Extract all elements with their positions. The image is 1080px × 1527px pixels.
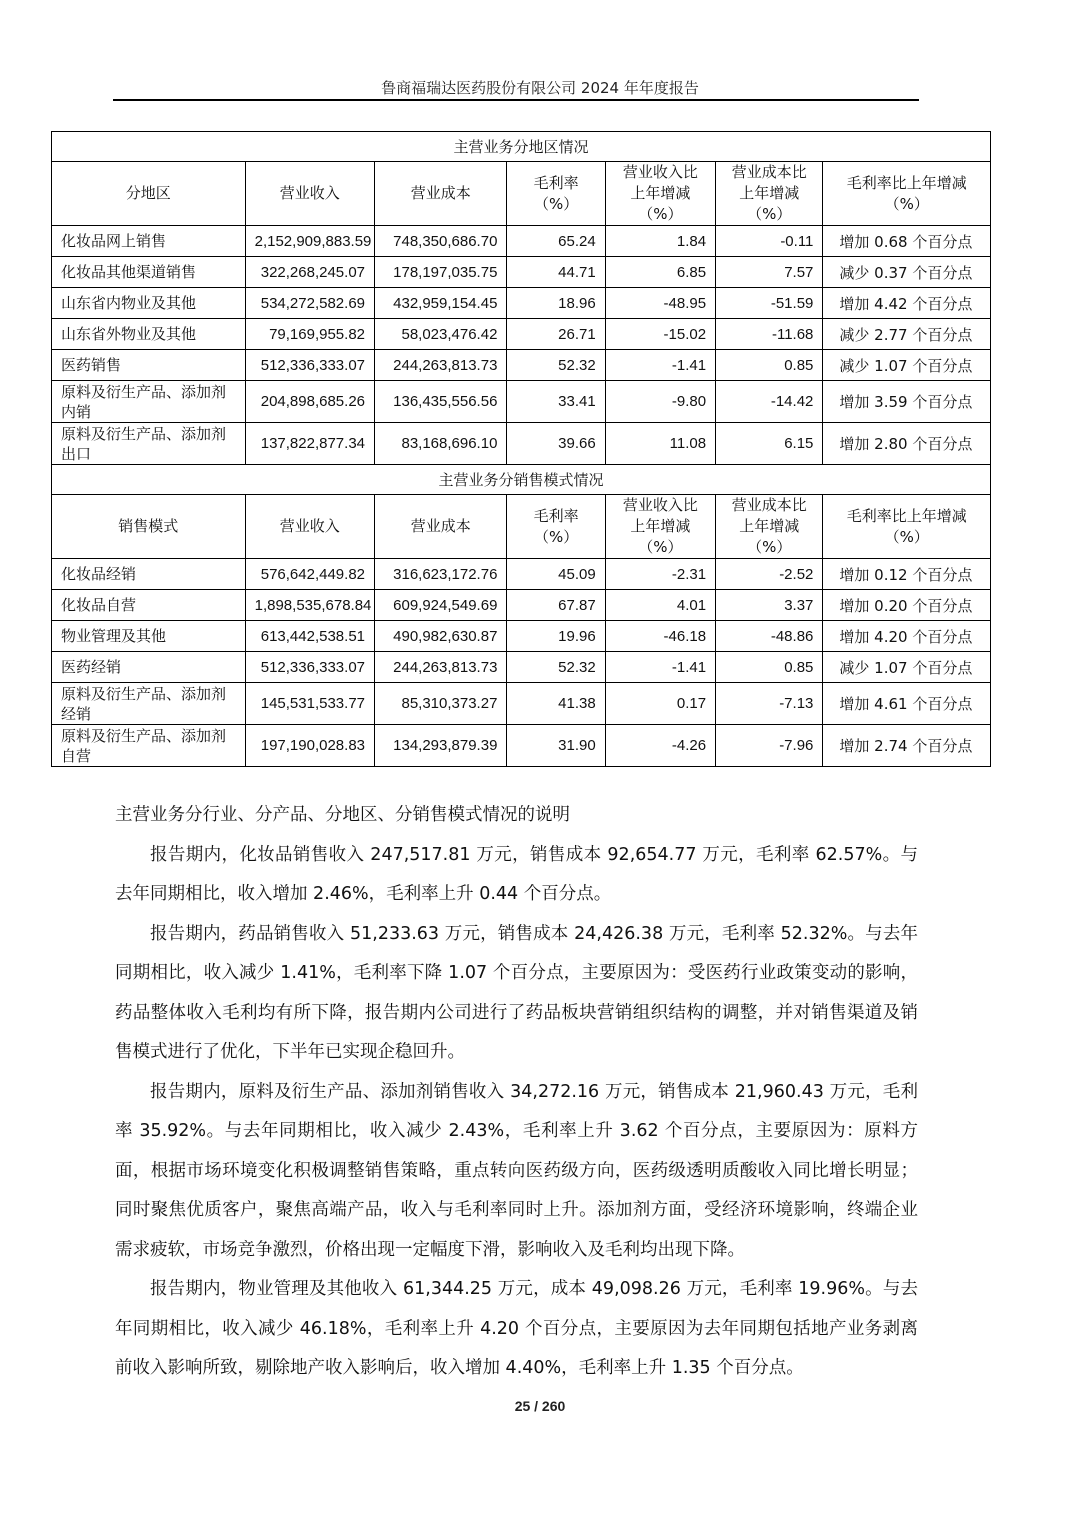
table-cell: 减少 2.77 个百分点 <box>823 319 991 350</box>
table-cell: 52.32 <box>507 652 605 683</box>
table-cell: 增加 2.80 个百分点 <box>823 423 991 465</box>
column-header: 毛利率 （%） <box>507 495 605 559</box>
column-header: 营业成本比 上年增减 （%） <box>716 162 823 226</box>
column-header: 毛利率 （%） <box>507 162 605 226</box>
table-cell: 609,924,549.69 <box>375 590 507 621</box>
table-cell: 增加 0.12 个百分点 <box>823 559 991 590</box>
table-row <box>52 257 991 288</box>
table-cell: -15.02 <box>605 319 715 350</box>
table-cell: 33.41 <box>507 381 605 423</box>
table-cell: 1,898,535,678.84 <box>245 590 374 621</box>
table-cell: 增加 4.20 个百分点 <box>823 621 991 652</box>
row-label: 原料及衍生产品、添加剂自营 <box>52 725 246 767</box>
section-title-row <box>52 465 991 495</box>
table-cell: 65.24 <box>507 226 605 257</box>
column-header: 销售模式 <box>52 495 246 559</box>
row-label: 原料及衍生产品、添加剂内销 <box>52 381 246 423</box>
table-cell: 45.09 <box>507 559 605 590</box>
table-cell: 748,350,686.70 <box>375 226 507 257</box>
row-label: 化妆品其他渠道销售 <box>52 257 246 288</box>
table-cell: 178,197,035.75 <box>375 257 507 288</box>
table-cell: -4.26 <box>605 725 715 767</box>
table-cell: 432,959,154.45 <box>375 288 507 319</box>
table-cell: 增加 3.59 个百分点 <box>823 381 991 423</box>
table-row <box>52 288 991 319</box>
table-cell: 增加 2.74 个百分点 <box>823 725 991 767</box>
table-row <box>52 590 991 621</box>
table-cell: 490,982,630.87 <box>375 621 507 652</box>
table-cell: 244,263,813.73 <box>375 350 507 381</box>
row-label: 医药经销 <box>52 652 246 683</box>
table-cell: 减少 1.07 个百分点 <box>823 652 991 683</box>
row-label: 山东省外物业及其他 <box>52 319 246 350</box>
section-title: 主营业务分地区情况 <box>52 132 991 162</box>
table-cell: -51.59 <box>716 288 823 319</box>
table-cell: -7.96 <box>716 725 823 767</box>
column-header: 分地区 <box>52 162 246 226</box>
table-cell: 增加 4.61 个百分点 <box>823 683 991 725</box>
table-cell: 19.96 <box>507 621 605 652</box>
table-cell: 137,822,877.34 <box>245 423 374 465</box>
table-cell: 44.71 <box>507 257 605 288</box>
table-cell: 613,442,538.51 <box>245 621 374 652</box>
table-cell: -48.86 <box>716 621 823 652</box>
notes-paragraph: 报告期内，原料及衍生产品、添加剂销售收入 34,272.16 万元，销售成本 21,960.43 万元，毛利率 35.92%。与去年同期相比，收入减少 2.43%，毛利率上升 3.62 个百分点，主要原因为：原料方面，根据市场环境变化积极调整销售策略，重点转向医药级方向，医药级透明质酸收入同比增长明显；同时聚焦优质客户，聚焦高端产品，收入与毛利率同时上升。添加剂方面，受经济环境影响，终端企业需求疲软，市场竞争激烈，价格出现一定幅度下滑，影响收入及毛利均出现下降。 <box>115 1081 918 1260</box>
table-cell: -48.95 <box>605 288 715 319</box>
notes-paragraph: 报告期内，物业管理及其他收入 61,344.25 万元，成本 49,098.26 万元，毛利率 19.96%。与去年同期相比，收入减少 46.18%，毛利率上升 4.20 个百分点，主要原因为去年同期包括地产业务剥离前收入影响所致，剔除地产收入影响后，收入增加 4.40%，毛利率上升 1.35 个百分点。 <box>115 1279 918 1378</box>
table-cell: -1.41 <box>605 350 715 381</box>
row-label: 化妆品网上销售 <box>52 226 246 257</box>
row-label: 物业管理及其他 <box>52 621 246 652</box>
table-cell: 512,336,333.07 <box>245 350 374 381</box>
column-header: 营业成本 <box>375 495 507 559</box>
table-row <box>52 683 991 725</box>
table-row <box>52 319 991 350</box>
table-cell: 0.17 <box>605 683 715 725</box>
table-cell: -9.80 <box>605 381 715 423</box>
table-cell: 204,898,685.26 <box>245 381 374 423</box>
page-header: 鲁商福瑞达医药股份有限公司 2024 年年度报告 <box>381 79 699 97</box>
column-header: 营业收入 <box>245 495 374 559</box>
column-header: 毛利率比上年增减 （%） <box>823 495 991 559</box>
row-label: 化妆品经销 <box>52 559 246 590</box>
row-label: 山东省内物业及其他 <box>52 288 246 319</box>
table-row <box>52 621 991 652</box>
table-cell: 1.84 <box>605 226 715 257</box>
column-header: 营业成本 <box>375 162 507 226</box>
table-cell: 145,531,533.77 <box>245 683 374 725</box>
table-cell: -2.31 <box>605 559 715 590</box>
table-row <box>52 725 991 767</box>
table-cell: 11.08 <box>605 423 715 465</box>
table-cell: 7.57 <box>716 257 823 288</box>
table-cell: 18.96 <box>507 288 605 319</box>
notes-heading: 主营业务分行业、分产品、分地区、分销售模式情况的说明 <box>115 805 570 825</box>
page-number: 25 / 260 <box>514 1398 566 1414</box>
table-cell: 26.71 <box>507 319 605 350</box>
column-header: 营业收入 <box>245 162 374 226</box>
table-row <box>52 381 991 423</box>
table-cell: 41.38 <box>507 683 605 725</box>
table-cell: 2,152,909,883.59 <box>245 226 374 257</box>
column-header: 营业收入比 上年增减 （%） <box>605 495 715 559</box>
table-cell: -7.13 <box>716 683 823 725</box>
table-cell: 67.87 <box>507 590 605 621</box>
table-cell: -2.52 <box>716 559 823 590</box>
table-cell: 31.90 <box>507 725 605 767</box>
table-cell: 534,272,582.69 <box>245 288 374 319</box>
row-label: 原料及衍生产品、添加剂出口 <box>52 423 246 465</box>
table-cell: -11.68 <box>716 319 823 350</box>
table-cell: 39.66 <box>507 423 605 465</box>
table-cell: 增加 0.20 个百分点 <box>823 590 991 621</box>
table-cell: 52.32 <box>507 350 605 381</box>
table-cell: 0.85 <box>716 652 823 683</box>
row-label: 医药销售 <box>52 350 246 381</box>
table-cell: 58,023,476.42 <box>375 319 507 350</box>
table-cell: 83,168,696.10 <box>375 423 507 465</box>
table-row <box>52 226 991 257</box>
row-label: 化妆品自营 <box>52 590 246 621</box>
header-divider <box>113 99 919 101</box>
notes-section <box>115 796 918 1389</box>
revenue-table <box>51 131 991 767</box>
table-row <box>52 559 991 590</box>
section-title-row <box>52 132 991 162</box>
column-header: 营业成本比 上年增减 （%） <box>716 495 823 559</box>
table-cell: 6.15 <box>716 423 823 465</box>
table-cell: 316,623,172.76 <box>375 559 507 590</box>
table-cell: -14.42 <box>716 381 823 423</box>
table-cell: -1.41 <box>605 652 715 683</box>
table-cell: 512,336,333.07 <box>245 652 374 683</box>
table-row <box>52 350 991 381</box>
table-cell: 576,642,449.82 <box>245 559 374 590</box>
table-cell: -0.11 <box>716 226 823 257</box>
notes-paragraph: 报告期内，药品销售收入 51,233.63 万元，销售成本 24,426.38 万元，毛利率 52.32%。与去年同期相比，收入减少 1.41%，毛利率下降 1.07 个百分点，主要原因为：受医药行业政策变动的影响，药品整体收入毛利均有所下降，报告期内公司进行了药品板块营销组织结构的调整，并对销售渠道及销售模式进行了优化，下半年已实现企稳回升。 <box>115 923 918 1062</box>
table-cell: 增加 0.68 个百分点 <box>823 226 991 257</box>
table-cell: 0.85 <box>716 350 823 381</box>
table-cell: 134,293,879.39 <box>375 725 507 767</box>
table-row <box>52 423 991 465</box>
column-header: 毛利率比上年增减 （%） <box>823 162 991 226</box>
table-cell: 322,268,245.07 <box>245 257 374 288</box>
table-cell: 79,169,955.82 <box>245 319 374 350</box>
table-cell: 197,190,028.83 <box>245 725 374 767</box>
column-header: 营业收入比 上年增减 （%） <box>605 162 715 226</box>
section-title: 主营业务分销售模式情况 <box>52 465 991 495</box>
table-cell: 4.01 <box>605 590 715 621</box>
table-cell: 85,310,373.27 <box>375 683 507 725</box>
header-row <box>52 495 991 559</box>
table-cell: 3.37 <box>716 590 823 621</box>
notes-paragraph: 报告期内，化妆品销售收入 247,517.81 万元，销售成本 92,654.77 万元，毛利率 62.57%。与去年同期相比，收入增加 2.46%，毛利率上升 0.44 个百分点。 <box>115 844 918 904</box>
table-row <box>52 652 991 683</box>
table-cell: 减少 1.07 个百分点 <box>823 350 991 381</box>
row-label: 原料及衍生产品、添加剂经销 <box>52 683 246 725</box>
table-cell: -46.18 <box>605 621 715 652</box>
table-cell: 6.85 <box>605 257 715 288</box>
table-cell: 244,263,813.73 <box>375 652 507 683</box>
header-row <box>52 162 991 226</box>
table-cell: 136,435,556.56 <box>375 381 507 423</box>
table-cell: 增加 4.42 个百分点 <box>823 288 991 319</box>
table-cell: 减少 0.37 个百分点 <box>823 257 991 288</box>
